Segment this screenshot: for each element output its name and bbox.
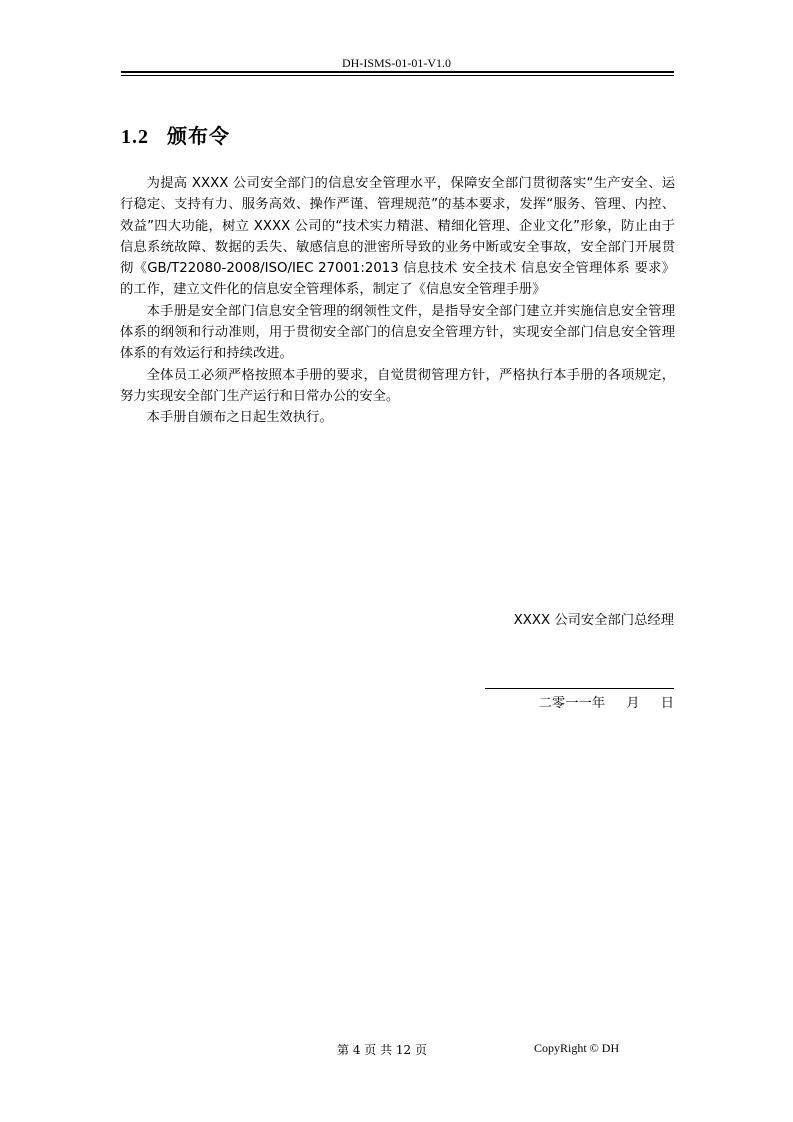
paragraph-3: 全体员工必须严格按照本手册的要求，自觉贯彻管理方针，严格执行本手册的各项规定，努力实现安全部门生产运行和日常办公的安全。 <box>120 367 675 404</box>
paragraph-1: 为提高 XXXX 公司安全部门的信息安全管理水平，保障安全部门贯彻落实“生产安全、运行稳定、支持有力、服务高效、操作严谨、管理规范”的基本要求，发挥“服务、管理、内控、效益”四大功能，树立 XXXX 公司的“技术实力精湛、精细化管理、企业文化”形象，防止由于信息系统故障、数据的丢失、敏感信息的泄密所导致的业务中断或安全事故，安全部门开展贯彻《GB/T22080-2008/ISO/IEC 27001:2013 信息技术 安全技术 信息安全管理体系 要求》的工作，建立文件化的信息安全管理体系，制定了《信息安全管理手册》 <box>120 176 675 298</box>
paragraph-4: 本手册自颁布之日起生效执行。 <box>146 410 333 426</box>
signature-date: 二零一一年 月 日 <box>538 696 674 711</box>
paragraph-2: 本手册是安全部门信息安全管理的纲领性文件，是指导安全部门建立并实施信息安全管理体系的纲领和行动准则，用于贯彻安全部门的信息安全管理方针，实现安全部门信息安全管理体系的有效运行和持续改进。 <box>120 303 675 362</box>
page-number: 第 4 页 共 12 页 <box>337 1043 427 1057</box>
document-body <box>120 173 675 429</box>
header-rule-thick <box>121 71 674 73</box>
copyright: CopyRight © DH <box>534 1041 620 1055</box>
signer-title: XXXX 公司安全部门总经理 <box>513 613 674 628</box>
section-heading <box>121 120 230 149</box>
signature-line <box>485 688 674 689</box>
section-number: 1.2 <box>121 126 149 148</box>
section-title: 颁布令 <box>167 124 230 148</box>
document-code: DH-ISMS-01-01-V1.0 <box>342 56 451 70</box>
header-rule-thin <box>121 75 674 76</box>
